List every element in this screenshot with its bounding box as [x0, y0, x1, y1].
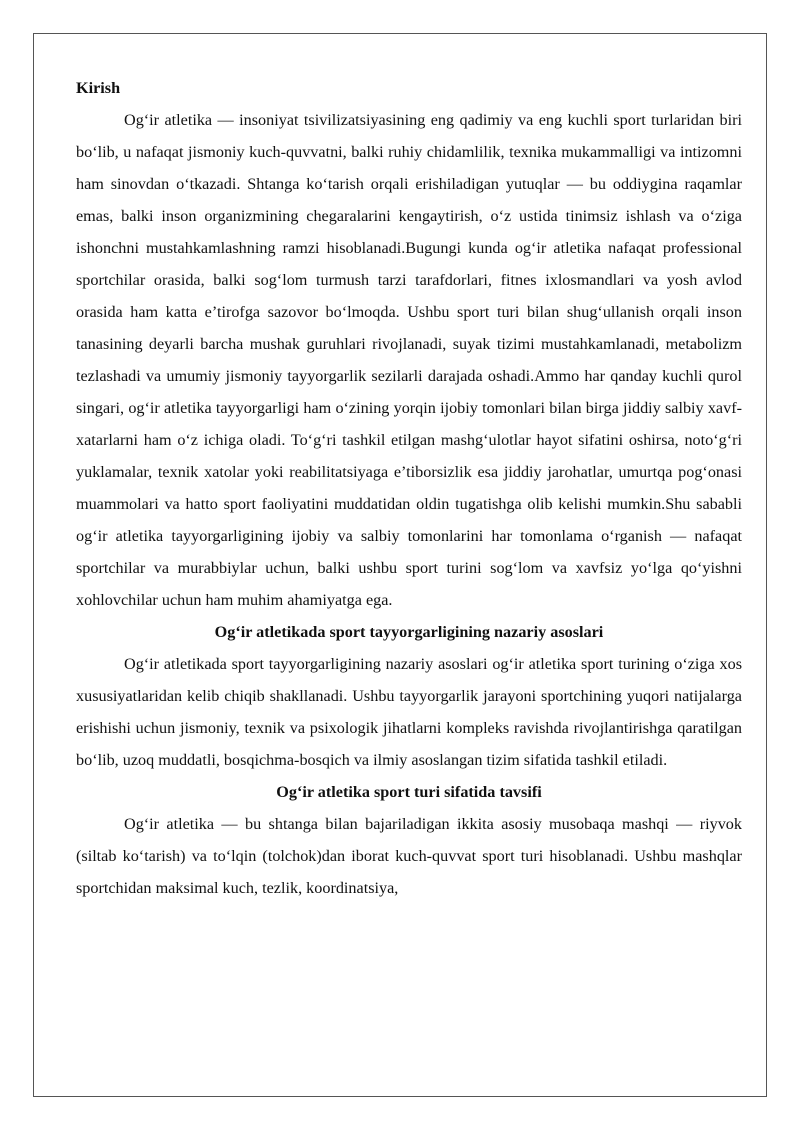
section1-heading: Og‘ir atletikada sport tayyorgarligining nazariy asoslari: [214, 623, 604, 641]
intro-paragraph: Og‘ir atletika — insoniyat tsivilizatsiyasining eng qadimiy va eng kuchli sport turlaridan biri bo‘lib, u nafaqat jismoniy kuch-quvvatni, balki ruhiy chidamlilik, texnika mukammalligi va intizomni ham sinovdan o‘tkazadi. Shtanga ko‘tarish orqali erishiladigan yutuqlar — bu oddiygina raqamlar emas, balki inson organizmining chegaralarini kengaytirish, o‘z ustida tinimsiz ishlash va o‘ziga ishonchni mustahkamlashning ramzi hisoblanadi.Bugungi kunda og‘ir atletika nafaqat professional sportchilar orasida, balki sog‘lom turmush tarzi tarafdorlari, fitnes ixlosmandlari va yosh avlod orasida ham katta e’tirofga sazovor bo‘lmoqda. Ushbu sport turi bilan shug‘ullanish orqali inson tanasining deyarli barcha mushak guruhlari rivojlanadi, suyak tizimi mustahkamlanadi, metabolizm tezlashadi va umumiy jismoniy tayyorgarlik sezilarli darajada oshadi.Ammo har qanday kuchli qurol singari, og‘ir atletika tayyorgarligi ham o‘zining yorqin ijobiy tomonlari bilan birga jiddiy salbiy xavf-xatarlarni ham o‘z ichiga oladi. To‘g‘ri tashkil etilgan mashg‘ulotlar hayot sifatini oshirsa, noto‘g‘ri yuklamalar, texnik xatolar yoki reabilitatsiyaga e’tiborsizlik esa jiddiy jarohatlar, umurtqa pog‘onasi muammolari va hatto sport faoliyatini muddatidan oldin tugatishga olib kelishi mumkin.Shu sababli og‘ir atletika tayyorgarligining ijobiy va salbiy tomonlarini har tomonlama o‘rganish — nafaqat sportchilar va murabbiylar uchun, balki ushbu sport turini sog‘lom va xavfsiz yo‘lga qo‘yishni xohlovchilar uchun ham muhim ahamiyatga ega.: [76, 111, 742, 609]
intro-heading: Kirish: [76, 79, 121, 97]
section2-paragraph: Og‘ir atletika — bu shtanga bilan bajariladigan ikkita asosiy musobaqa mashqi — riyvok (siltab ko‘tarish) va to‘lqin (tolchok)dan iborat kuch-quvvat sport turi hisoblanadi. Ushbu mashqlar sportchidan maksimal kuch, tezlik, koordinatsiya,: [76, 815, 742, 897]
section1-paragraph: Og‘ir atletikada sport tayyorgarligining nazariy asoslari og‘ir atletika sport turining o‘ziga xos xususiyatlaridan kelib chiqib shakllanadi. Ushbu tayyorgarlik jarayoni sportchining yuqori natijalarga erishishi uchun jismoniy, texnik va psixologik jihatlarni kompleks ravishda rivojlantirishga qaratilgan bo‘lib, uzoq muddatli, bosqichma-bosqich va ilmiy asoslangan tizim sifatida tashkil etiladi.: [76, 655, 742, 769]
document-body: [76, 72, 742, 904]
section2-heading: Og‘ir atletika sport turi sifatida tavsifi: [276, 783, 542, 801]
